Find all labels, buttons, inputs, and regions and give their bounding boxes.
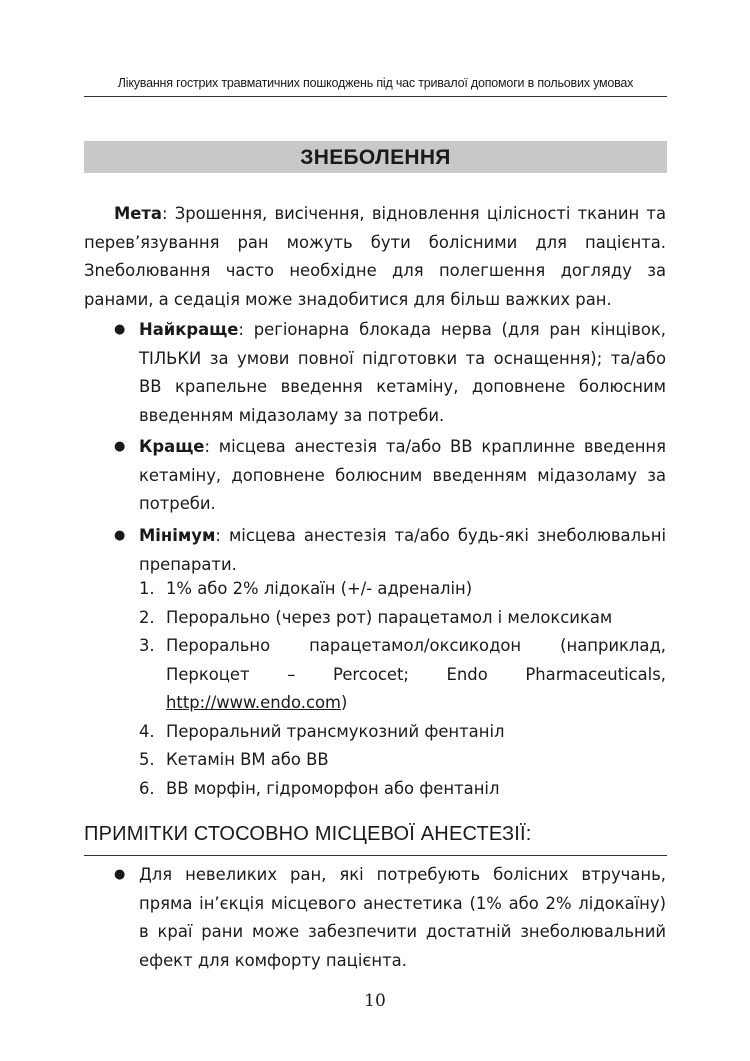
option-best [110,316,666,430]
list-item-text: Перорально парацетамол/оксикодон (наприклад, Перкоцет – Percocet; Endo Pharmaceuticals, [166,636,666,684]
minimum-options-list [139,575,666,803]
goal-sep: : [162,204,175,223]
bullet-icon: ● [114,867,126,882]
section-title: ЗНЕБОЛЕННЯ [300,146,451,169]
list-item [110,522,666,579]
option-text: регіонарна блокада нерва (для ран кінцівок, ТІЛЬКИ за умови повної підготовки та оснащення); та/або ВВ крапельне введення кетаміну, доповнене болюсним введенням мідазоламу за потреби. [139,320,667,425]
list-item-text: ВВ морфін, гідроморфон або фентаніл [166,778,500,798]
list-item [139,632,666,718]
option-label: Найкраще [139,320,239,339]
option-sep: : [238,320,254,339]
subsection-title: ПРИМІТКИ СТОСОВНО МІСЦЕВОЇ АНЕСТЕЗІЇ: [84,823,532,845]
page-number: 10 [364,991,386,1011]
goal-text: Зрошення, висічення, відновлення цілісності тканин та перев’язування ран можуть бути болісними для пацієнта. Зneболювання часто необхідне для полегшення догляду за ранами, а седація може знадобитися для більш важких ран. [84,204,667,309]
list-item-text: Кетамін ВМ або ВВ [166,750,329,769]
list-number: 6. [139,778,155,798]
subsection-rule [84,855,667,856]
option-sep: : [204,437,219,456]
list-item [139,575,666,604]
option-label: Краще [139,437,205,456]
endo-link[interactable]: http://www.endo.com [166,693,341,712]
list-item [139,746,666,775]
list-item [139,718,666,747]
running-header: Лікування гострих травматичних пошкоджень під час тривалої допомоги в польових умовах [117,76,634,90]
list-item-text: 1% або 2% лідокаїн (+/- адреналін) [166,579,473,598]
list-item [110,433,666,519]
bullet-icon: ● [114,322,126,337]
note-text: Для невеликих ран, які потребують болісних втручань, пряма ін’єкція місцевого анестетика (1% або 2% лідокаїну) в краї рани може забезпечити достатній знеболювальний ефект для комфорту пацієнта. [139,865,666,970]
section-banner [84,141,667,173]
bullet-icon: ● [114,439,126,454]
list-item [139,604,666,633]
bullet-icon: ● [114,528,126,543]
goal-paragraph [84,200,666,314]
list-item [110,861,666,975]
list-item-text: Пероральний трансмукозний фентаніл [166,721,505,741]
list-item-tail: ) [340,693,348,712]
list-number: 1. [139,579,155,598]
list-number: 3. [139,636,155,655]
option-text: місцева анестезія та/або ВВ краплинне введення кетаміну, доповнене болюсним введенням мідазоламу за потреби. [139,437,667,513]
notes-list [110,861,666,975]
list-number: 2. [139,607,155,627]
list-number: 5. [139,750,155,769]
list-item-text: Перорально (через рот) парацетамол і мелоксикам [166,607,613,627]
list-item [110,316,666,430]
option-sep: : [215,526,229,545]
list-number: 4. [139,721,155,741]
option-text: місцева анестезія та/або будь-які знеболювальні препарати. [139,526,666,574]
goal-label: Мета [114,204,162,223]
list-item [139,775,666,804]
option-label: Мінімум [139,526,216,545]
header-rule [84,96,667,97]
option-minimum [110,522,666,579]
option-better [110,433,666,519]
